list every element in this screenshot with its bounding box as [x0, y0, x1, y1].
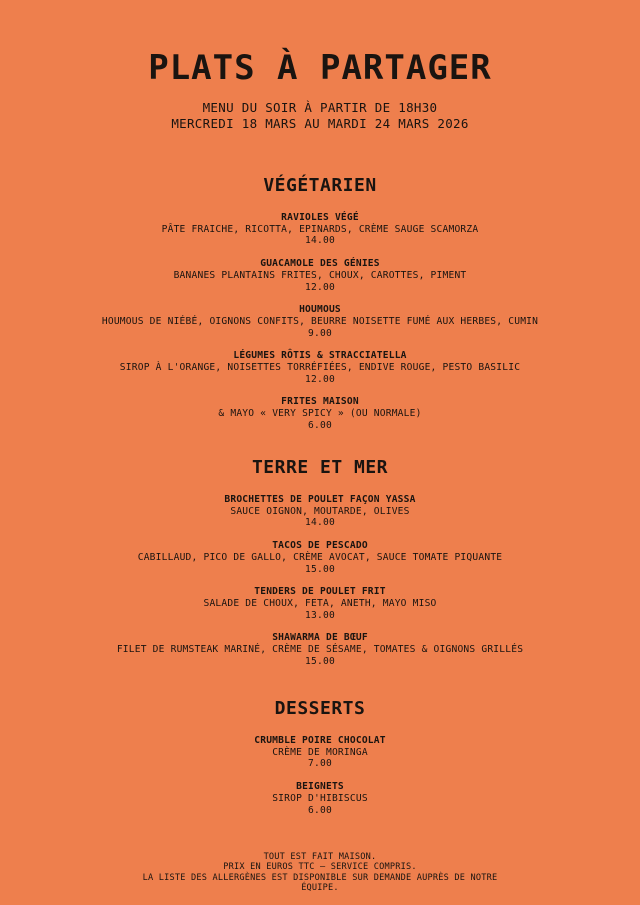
item-name: GUACAMOLE DES GÉNIES: [260, 258, 380, 270]
menu-footer: [0, 852, 640, 893]
menu-item: [0, 735, 640, 770]
menu-item: [0, 396, 640, 431]
menu-item: [0, 586, 640, 621]
item-price: 14.00: [305, 235, 335, 247]
item-name: TACOS DE PESCADO: [272, 540, 368, 552]
item-price: 12.00: [305, 281, 335, 293]
item-description: FILET DE RUMSTEAK MARINÉ, CRÈME DE SÉSAME, TOMATES & OIGNONS GRILLÉS: [116, 644, 524, 656]
item-description: SIROP À L'ORANGE, NOISETTES TORRÉFIÉES, ENDIVE ROUGE, PESTO BASILIC: [119, 362, 521, 374]
menu-subtitle: [0, 100, 640, 132]
item-description: SALADE DE CHOUX, FETA, ANETH, MAYO MISO: [203, 597, 437, 609]
menu-item: [0, 212, 640, 247]
item-name: SHAWARMA DE BŒUF: [272, 632, 368, 644]
subtitle-hours: MENU DU SOIR À PARTIR DE 18H30: [202, 100, 438, 115]
item-description: HOUMOUS DE NIÉBÉ, OIGNONS CONFITS, BEURRE NOISETTE FUMÉ AUX HERBES, CUMIN: [101, 315, 539, 327]
item-description: PÂTE FRAICHE, RICOTTA, EPINARDS, CRÈME SAUGE SCAMORZA: [161, 223, 479, 235]
section-title: VÉGÉTARIEN: [263, 175, 377, 196]
item-name: BROCHETTES DE POULET FAÇON YASSA: [224, 494, 416, 505]
item-price: 7.00: [308, 758, 332, 770]
item-name: CRUMBLE POIRE CHOCOLAT: [254, 735, 386, 746]
item-name: BEIGNETS: [296, 781, 344, 793]
item-description: SIROP D'HIBISCUS: [272, 792, 368, 804]
item-price: 6.00: [308, 804, 332, 816]
footer-line: PRIX EN EUROS TTC – SERVICE COMPRIS.: [223, 862, 417, 873]
section-title: DESSERTS: [274, 698, 366, 719]
item-description: CABILLAUD, PICO DE GALLO, CRÈME AVOCAT, SAUCE TOMATE PIQUANTE: [137, 551, 503, 563]
item-description: CRÈME DE MORINGA: [272, 746, 368, 758]
item-description: SAUCE OIGNON, MOUTARDE, OLIVES: [230, 505, 410, 517]
footer-line: TOUT EST FAIT MAISON.: [263, 852, 377, 862]
menu-item: [0, 258, 640, 293]
item-price: 13.00: [305, 609, 335, 621]
item-price: 12.00: [305, 373, 335, 385]
footer-line: LA LISTE DES ALLERGÈNES EST DISPONIBLE SUR DEMANDE AUPRÈS DE NOTRE: [142, 872, 498, 883]
item-price: 15.00: [305, 655, 335, 667]
item-name: TENDERS DE POULET FRIT: [254, 586, 386, 598]
item-price: 14.00: [305, 517, 335, 529]
section-terre-et-mer: [0, 457, 640, 678]
item-price: 6.00: [308, 419, 332, 431]
menu-item: [0, 350, 640, 385]
footer-line: ÉQUIPE.: [301, 882, 339, 893]
item-description: & MAYO « VERY SPICY » (OU NORMALE): [218, 408, 422, 420]
item-price: 15.00: [305, 563, 335, 575]
item-name: HOUMOUS: [299, 304, 341, 316]
item-name: RAVIOLES VÉGÉ: [281, 212, 359, 223]
item-name: LÉGUMES RÔTIS & STRACCIATELLA: [233, 350, 407, 362]
item-description: BANANES PLANTAINS FRITES, CHOUX, CAROTTES, PIMENT: [173, 269, 467, 281]
section-desserts: [0, 698, 640, 827]
item-name: FRITES MAISON: [281, 396, 359, 408]
section-title: TERRE ET MER: [251, 457, 389, 478]
section-vegetarien: [0, 175, 640, 443]
menu-item: [0, 494, 640, 529]
page-title: PLATS À PARTAGER: [148, 48, 492, 88]
menu-item: [0, 304, 640, 339]
item-price: 9.00: [308, 327, 332, 339]
menu-item: [0, 632, 640, 667]
menu-item: [0, 781, 640, 816]
subtitle-dates: MERCREDI 18 MARS AU MARDI 24 MARS 2026: [171, 116, 469, 131]
menu-item: [0, 540, 640, 575]
